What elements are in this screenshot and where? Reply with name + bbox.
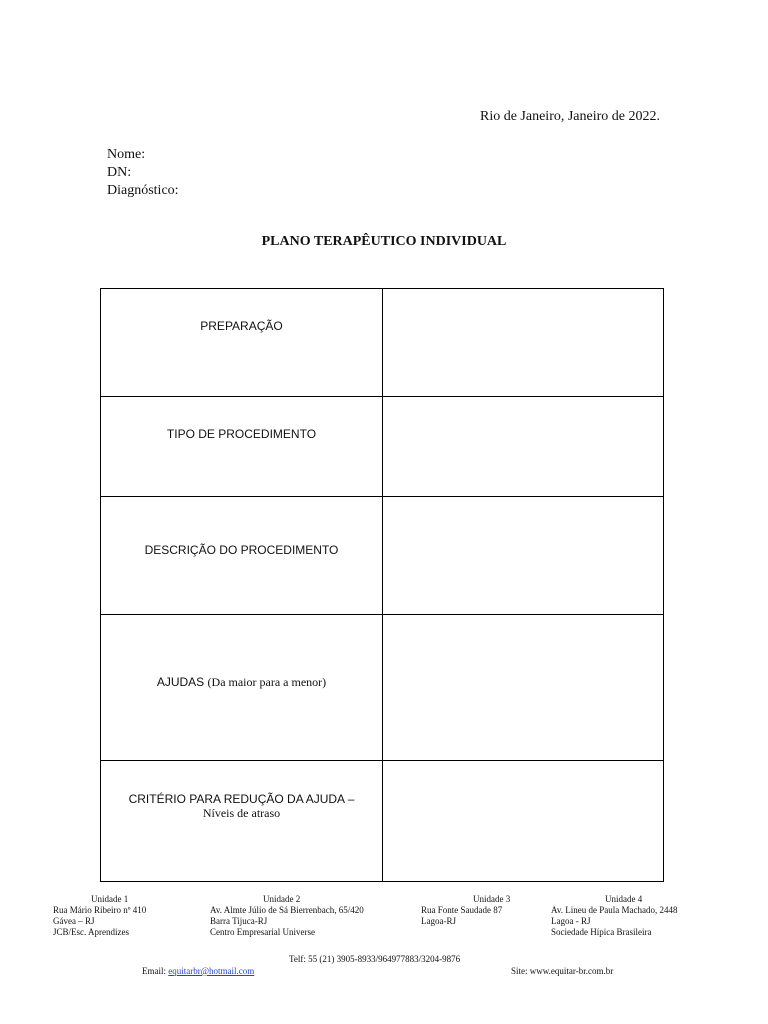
table-row — [101, 761, 664, 882]
field-nome: Nome: — [107, 147, 146, 162]
table-row — [101, 289, 664, 397]
footer-site: Site: www.equitar-br.com.br — [511, 966, 614, 976]
row-value-descricao — [383, 497, 664, 615]
patient-fields — [107, 146, 179, 200]
field-dn: DN: — [107, 165, 132, 180]
row-value-tipo — [383, 397, 664, 497]
row-label-descricao: DESCRIÇÃO DO PROCEDIMENTO — [101, 497, 383, 615]
row-value-criterio — [383, 761, 664, 882]
field-diagnostico: Diagnóstico: — [107, 183, 179, 198]
row-label-preparacao: PREPARAÇÃO — [101, 289, 383, 397]
table-row — [101, 497, 664, 615]
document-date: Rio de Janeiro, Janeiro de 2022. — [479, 109, 660, 124]
footer-unit-2: Unidade 2 Av. Almte Júlio de Sá Bierrenbach, 65/420 Barra Tijuca-RJ Centro Empresarial Universe — [210, 894, 364, 937]
footer-tel: Telf: 55 (21) 3905-8933/964977883/3204-9876 — [289, 954, 461, 964]
document-title: PLANO TERAPÊUTICO INDIVIDUAL — [261, 234, 507, 249]
row-value-ajudas — [383, 615, 664, 761]
row-label-tipo: TIPO DE PROCEDIMENTO — [101, 397, 383, 497]
row-label-criterio: CRITÉRIO PARA REDUÇÃO DA AJUDA – Níveis de atraso — [101, 761, 383, 882]
plan-table — [100, 288, 664, 882]
table-row — [101, 615, 664, 761]
table-row — [101, 397, 664, 497]
row-value-preparacao — [383, 289, 664, 397]
row-label-ajudas: AJUDAS (Da maior para a menor) — [101, 615, 383, 761]
footer-email: Email: equitarbr@hotmail.com — [142, 966, 255, 976]
footer-unit-4: Unidade 4 Av. Lineu de Paula Machado, 2448 Lagoa - RJ Sociedade Hípica Brasileira — [551, 894, 678, 937]
footer-unit-3: Unidade 3 Rua Fonte Saudade 87 Lagoa-RJ — [421, 894, 511, 926]
email-link[interactable]: equitarbr@hotmail.com — [168, 966, 255, 976]
footer-unit-1: Unidade 1 Rua Mário Ribeiro nº 410 Gávea – RJ JCB/Esc. Aprendizes — [53, 894, 147, 937]
